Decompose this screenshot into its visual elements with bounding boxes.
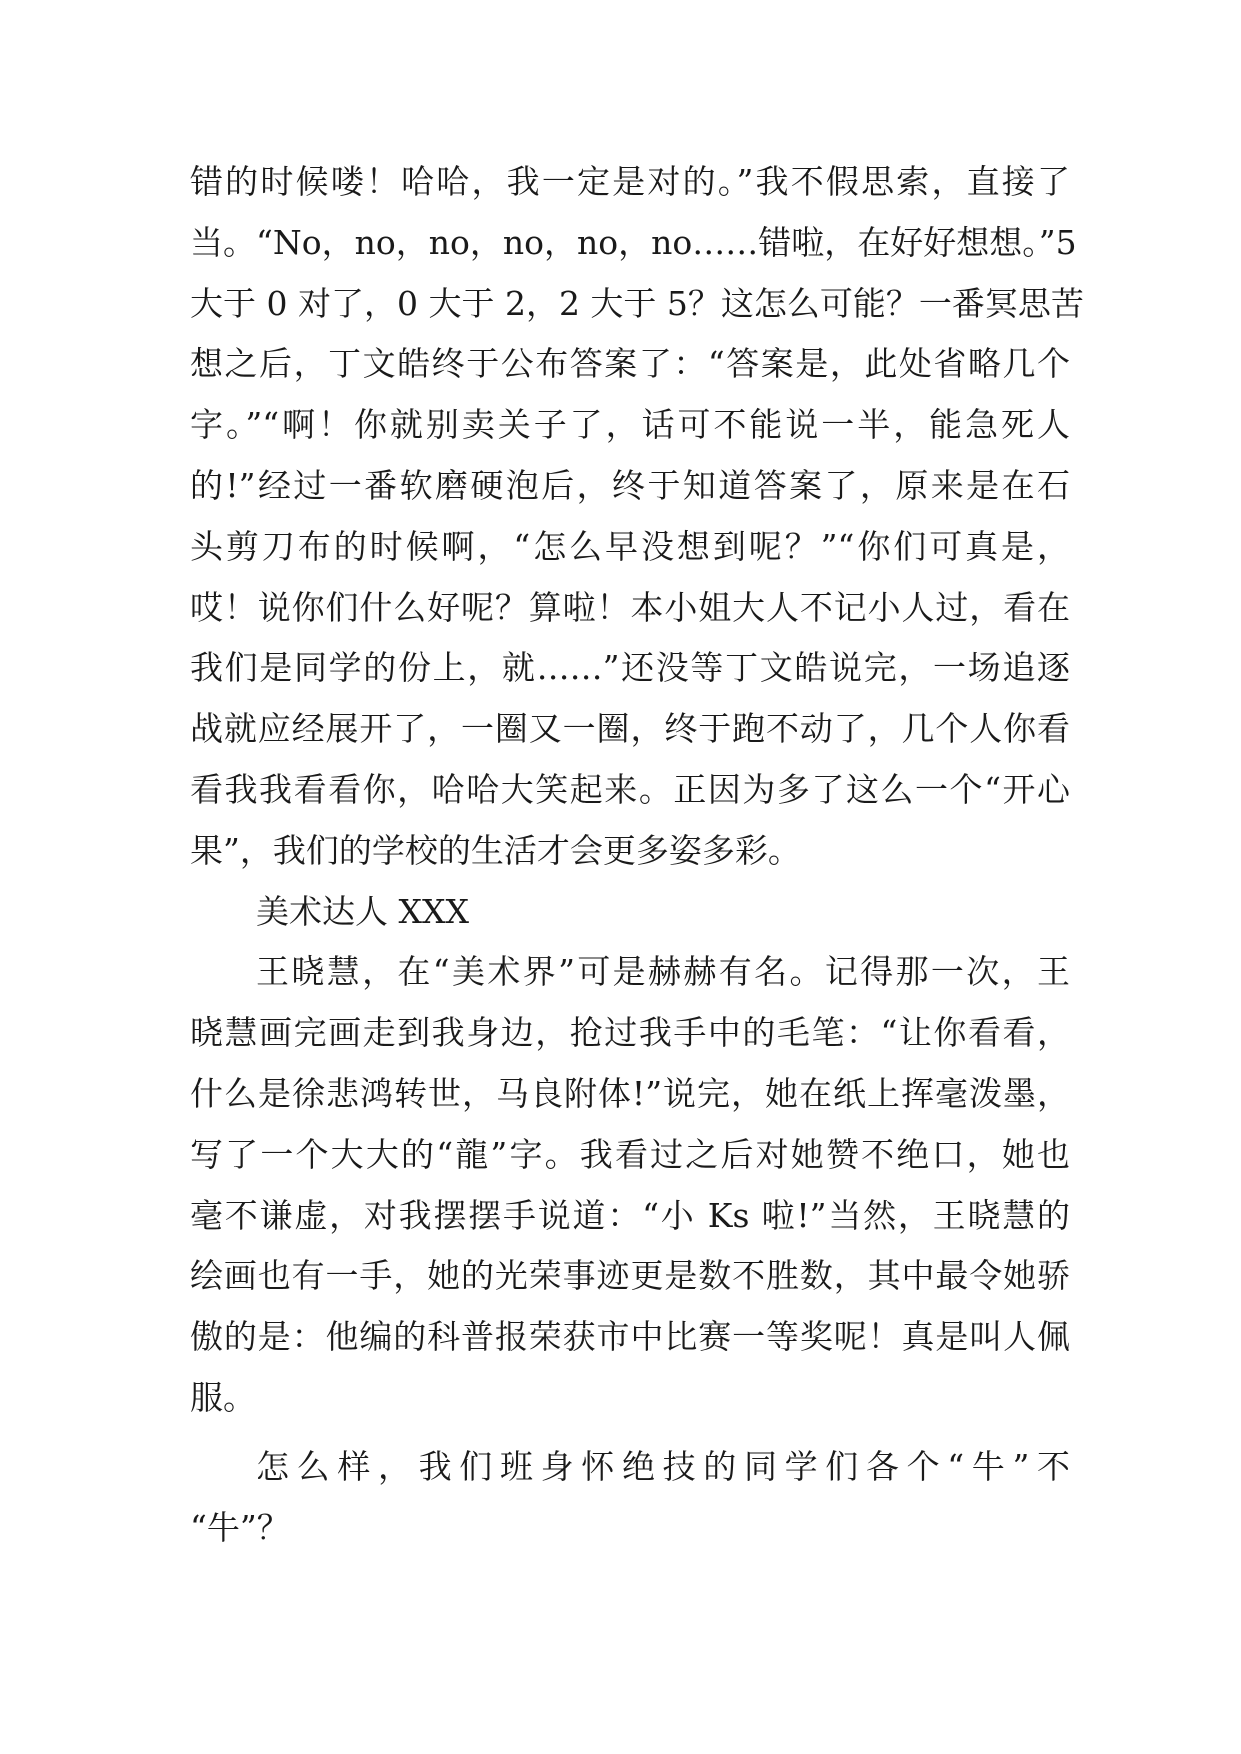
text-line: 想之后，丁文皓终于公布答案了：“答案是，此处省略几个 xyxy=(190,344,1070,384)
text-line: 怎么样，我们班身怀绝技的同学们各个“牛”不 xyxy=(256,1446,1070,1486)
text-line: 果”，我们的学校的生活才会更多姿多彩。 xyxy=(190,830,801,870)
text-line: 我们是同学的份上，就……”还没等丁文皓说完，一场追逐 xyxy=(190,648,1070,688)
text-line: 毫不谦虚，对我摆摆手说道：“小 Ks 啦!”当然，王晓慧的 xyxy=(190,1195,1070,1235)
text-line: 什么是徐悲鸿转世，马良附体!”说完，她在纸上挥毫泼墨， xyxy=(190,1073,1070,1113)
essay-text xyxy=(190,152,1084,1558)
text-line: 看我我看看你，哈哈大笑起来。正因为多了这么一个“开心 xyxy=(190,769,1070,809)
text-line: 哎！说你们什么好呢？算啦！本小姐大人不记小人过，看在 xyxy=(190,587,1070,627)
text-line: 服。 xyxy=(190,1377,256,1417)
section-heading: 美术达人 XXX xyxy=(256,891,469,931)
text-line: 绘画也有一手，她的光荣事迹更是数不胜数，其中最令她骄 xyxy=(190,1256,1070,1296)
text-line: 傲的是：他编的科普报荣获市中比赛一等奖呢！真是叫人佩 xyxy=(190,1317,1070,1357)
text-line: 字。”“啊！你就别卖关子了，话可不能说一半，能急死人 xyxy=(190,405,1070,445)
text-line: 写了一个大大的“龍”字。我看过之后对她赞不绝口，她也 xyxy=(190,1134,1070,1174)
text-line: “牛”？ xyxy=(190,1507,290,1547)
text-line: 战就应经展开了，一圈又一圈，终于跑不动了，几个人你看 xyxy=(190,709,1070,749)
text-line: 大于 0 对了，0 大于 2，2 大于 5？这怎么可能？一番冥思苦 xyxy=(190,283,1084,323)
text-line: 当。“No，no，no，no，no，no……错啦，在好好想想。”5 xyxy=(190,222,1077,262)
text-line: 晓慧画完画走到我身边，抢过我手中的毛笔：“让你看看， xyxy=(190,1013,1070,1053)
text-line: 的!”经过一番软磨硬泡后，终于知道答案了，原来是在石 xyxy=(190,465,1070,505)
text-line: 王晓慧，在“美术界”可是赫赫有名。记得那一次，王 xyxy=(256,952,1070,992)
text-line: 头剪刀布的时候啊，“怎么早没想到呢？”“你们可真是， xyxy=(190,526,1070,566)
text-line: 错的时候喽！哈哈，我一定是对的。”我不假思索，直接了 xyxy=(190,162,1070,201)
